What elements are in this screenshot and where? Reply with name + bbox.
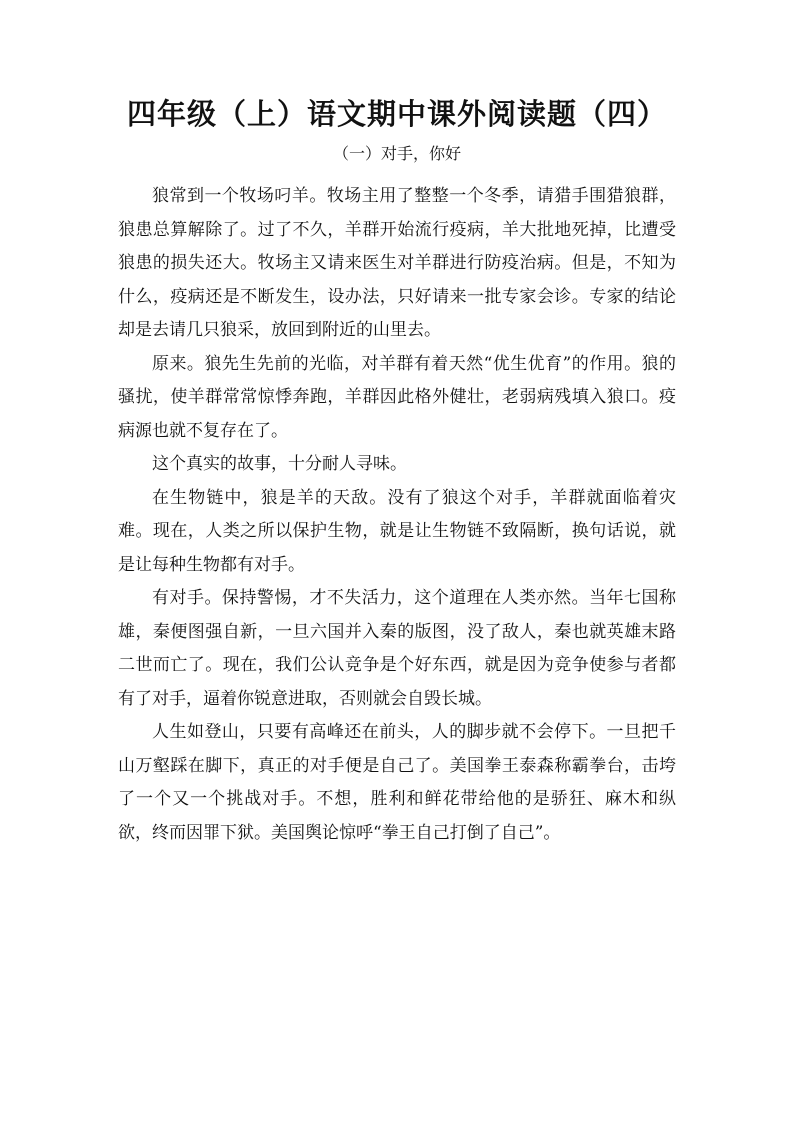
paragraph-4: 在生物链中，狼是羊的天敌。没有了狼这个对手，羊群就面临着灾难。现在，人类之所以保护生物，就是让生物链不致隔断，换句话说，就是让每种生物都有对手。 xyxy=(118,487,676,575)
paragraph-5: 有对手。保持警惕，才不失活力，这个道理在人类亦然。当年七国称雄，秦便图强自新，一旦六国并入秦的版图，没了敌人，秦也就英雄末路二世而亡了。现在，我们公认竞争是个好东西，就是因为竞争使参与者都有了对手，逼着你锐意进取，否则就会自毁长城。 xyxy=(118,588,676,709)
paragraph-1: 狼常到一个牧场叼羊。牧场主用了整整一个冬季，请猎手围猎狼群，狼患总算解除了。过了不久，羊群开始流行疫病，羊大批地死掉，比遭受狼患的损失还大。牧场主又请来医生对羊群进行防疫治病。但是，不知为什么，疫病还是不断发生，设办法，只好请来一批专家会诊。专家的结论却是去请几只狼采，放回到附近的山里去。 xyxy=(118,186,676,340)
paragraph-6: 人生如登山，只要有高峰还在前头，人的脚步就不会停下。一旦把千山万壑踩在脚下，真正的对手便是自己了。美国拳王泰森称霸拳台，击垮了一个又一个挑战对手。不想，胜利和鲜花带给他的是骄狂、麻木和纵欲，终而因罪下狱。美国舆论惊呼“拳王自己打倒了自己”。 xyxy=(118,722,676,843)
paragraph-2: 原来。狼先生先前的光临，对羊群有着天然“优生优育”的作用。狼的骚扰，使羊群常常惊悸奔跑，羊群因此格外健壮，老弱病残填入狼口。疫病源也就不复存在了。 xyxy=(118,353,676,441)
section-subtitle: （一）对手，你好 xyxy=(332,144,461,163)
document-title: 四年级（上）语文期中课外阅读题（四） xyxy=(126,97,667,131)
paragraph-3: 这个真实的故事，十分耐人寻味。 xyxy=(152,454,407,474)
